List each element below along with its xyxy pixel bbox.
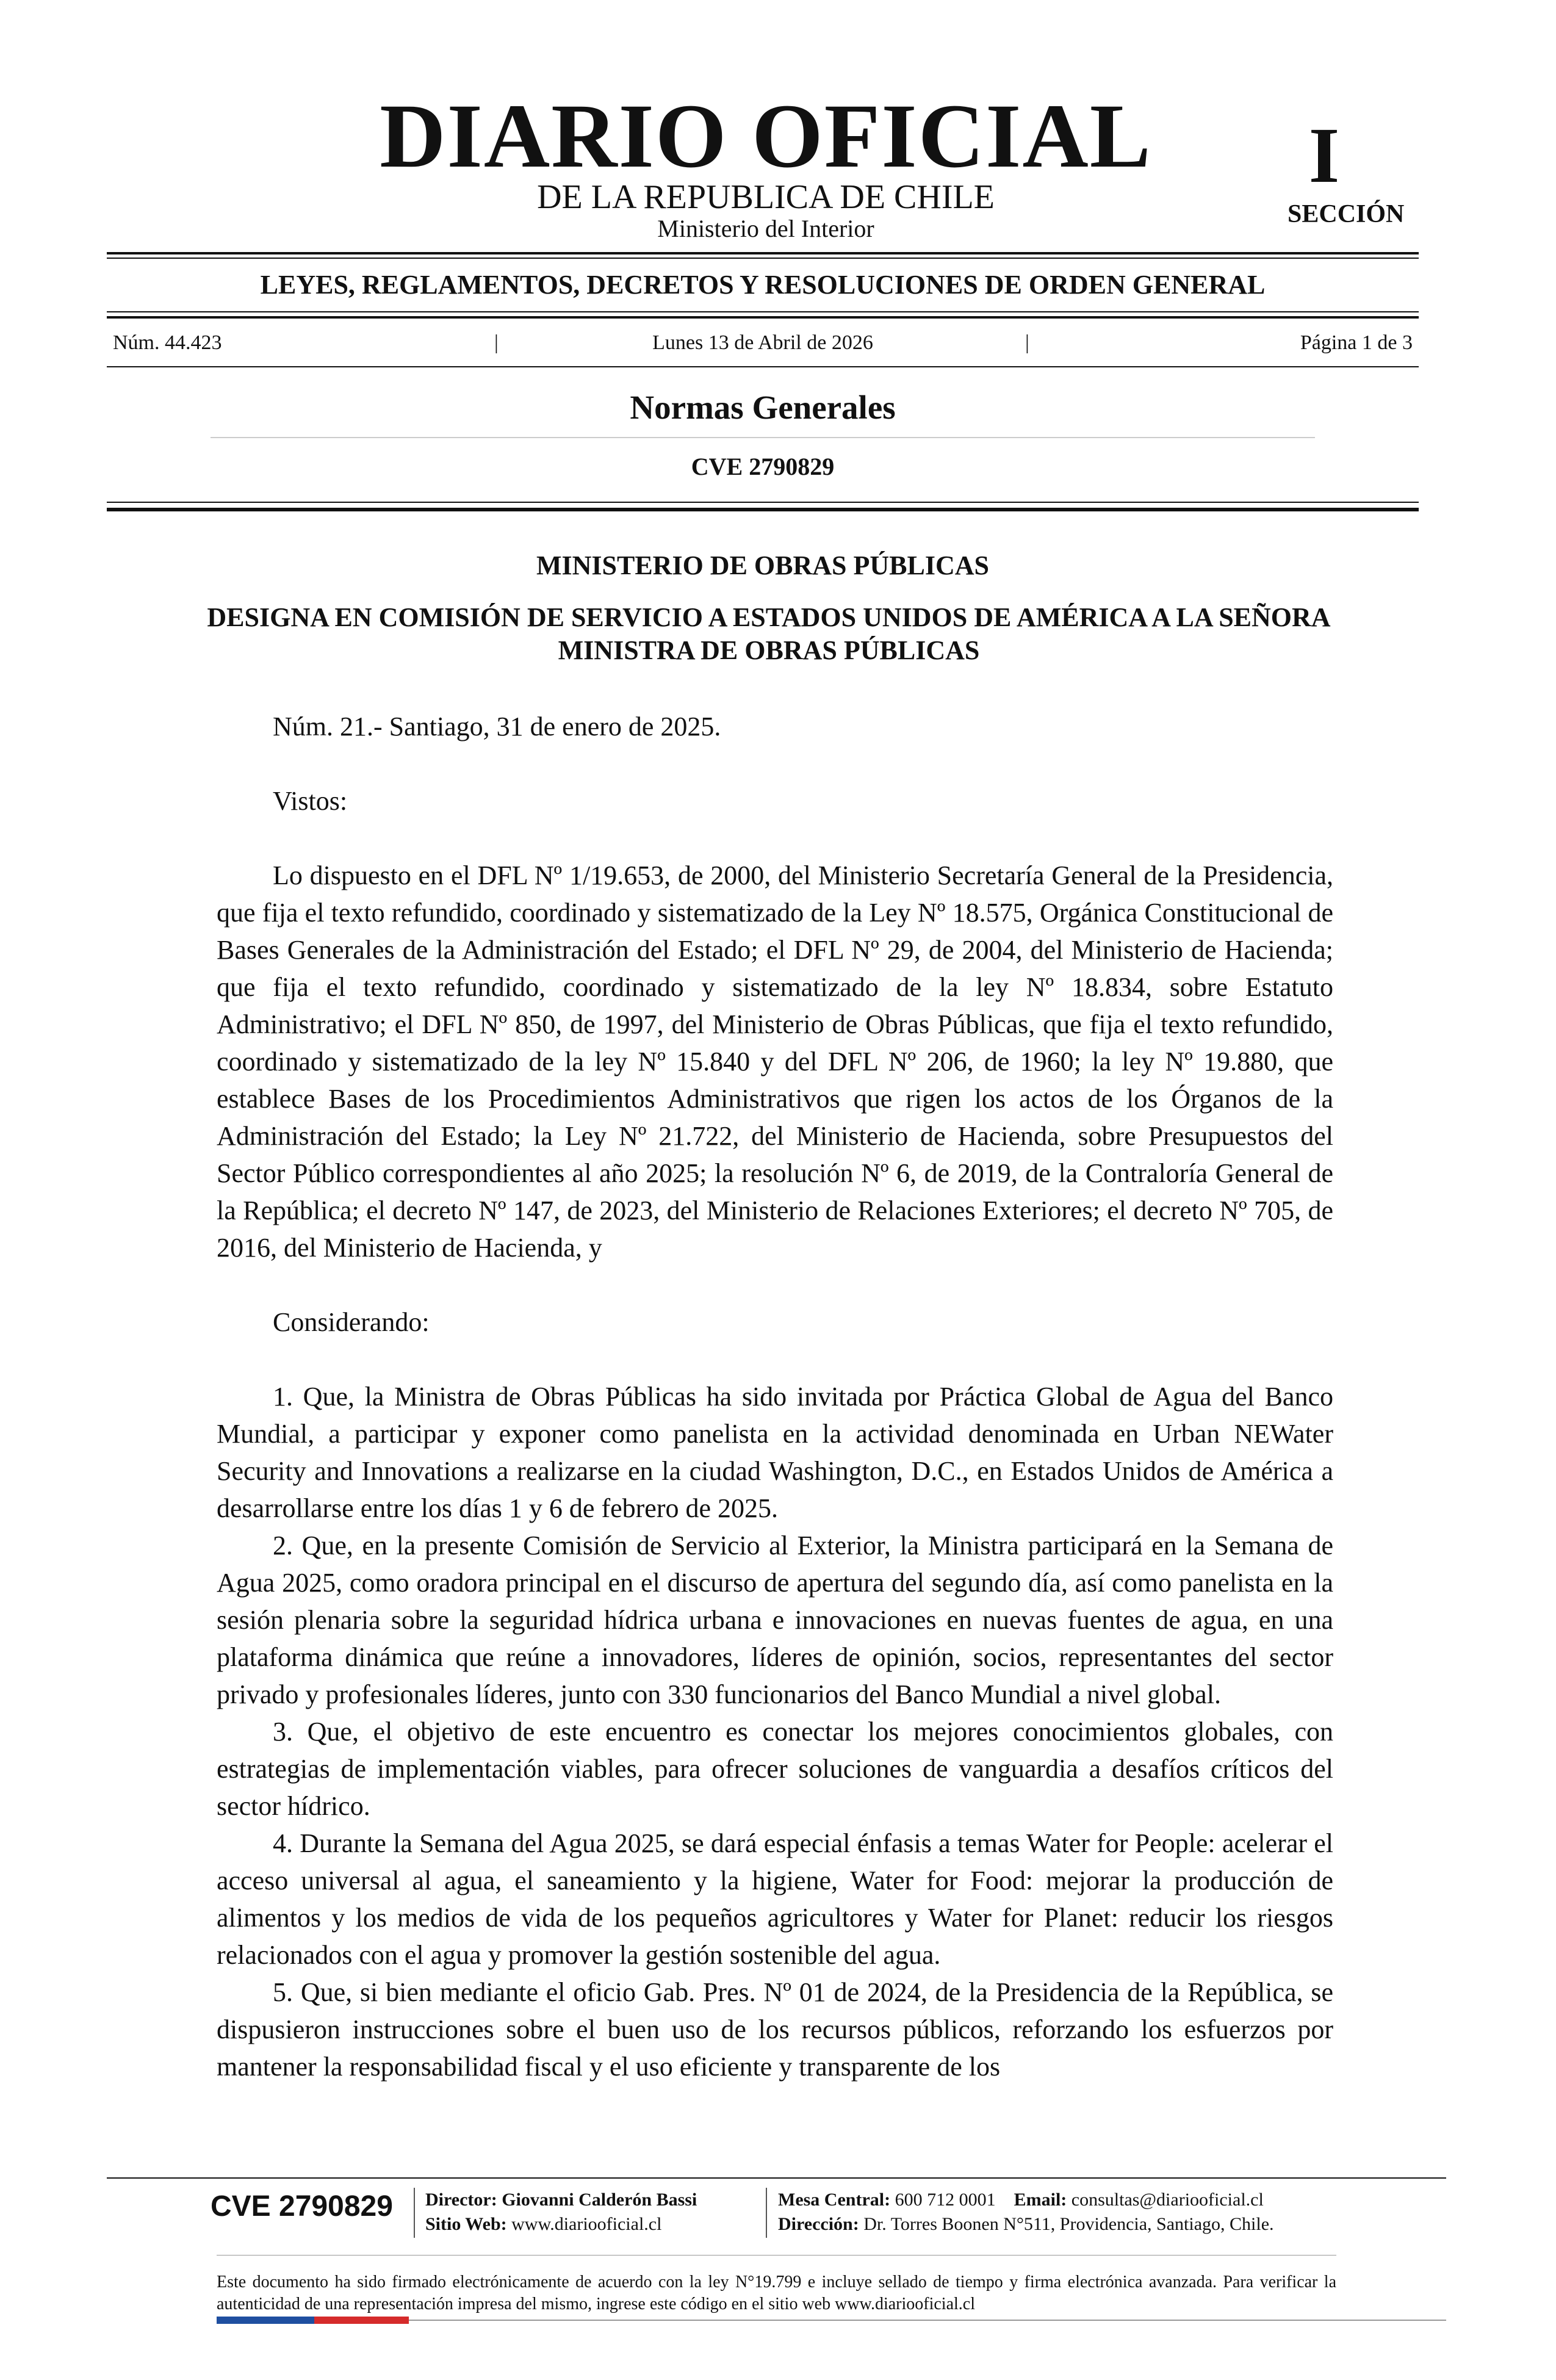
banner-top-rule-2 — [107, 258, 1419, 259]
banner-title: LEYES, REGLAMENTOS, DECRETOS Y RESOLUCIONES DE ORDEN GENERAL — [260, 270, 1266, 300]
director-name: Giovanni Calderón Bassi — [502, 2190, 697, 2210]
masthead-ministry: Ministerio del Interior — [657, 215, 874, 242]
heading-divider — [211, 437, 1315, 438]
flag-stripe-blue — [217, 2317, 314, 2324]
footer-cve-code: CVE 2790829 — [211, 2190, 393, 2223]
footer-separator-2 — [766, 2188, 767, 2238]
masthead-subtitle: DE LA REPUBLICA DE CHILE — [537, 178, 995, 216]
footer-bottom-rule — [409, 2320, 1446, 2321]
decree-line: Núm. 21.- Santiago, 31 de enero de 2025. — [273, 712, 721, 741]
flag-stripe-red — [314, 2317, 409, 2324]
banner-top-rule — [107, 252, 1419, 254]
cve-code: CVE 2790829 — [691, 453, 835, 480]
footer-director-block — [425, 2188, 697, 2237]
section-number: I — [1308, 112, 1340, 200]
considerando-item: 5. Que, si bien mediante el oficio Gab. Pres. Nº 01 de 2024, de la Presidencia de la República, se dispusieron instrucciones sobre el buen uso de los recursos públicos, reforzando los esfuerzos por mantener la responsabilidad fiscal y el uso eficiente y transparente de los — [217, 1977, 1333, 2082]
issue-date: Lunes 13 de Abril de 2026 — [652, 331, 873, 354]
banner-bottom-rule — [107, 311, 1419, 312]
footer-contact-block — [778, 2188, 1274, 2237]
footer-top-rule — [107, 2177, 1446, 2179]
address-label: Dirección: — [778, 2214, 859, 2234]
footer-separator-1 — [414, 2188, 415, 2238]
considerando-item: 3. Que, el objetivo de este encuentro es conectar los mejores conocimientos globales, con estrategias de implementación viables, para ofrecer soluciones de vanguardia a desafíos críticos del sector hídrico. — [217, 1717, 1333, 1821]
page-indicator: Página 1 de 3 — [1300, 331, 1413, 354]
section-label: SECCIÓN — [1288, 200, 1405, 228]
phone-number: 600 712 0001 — [895, 2190, 996, 2210]
issue-number: Núm. 44.423 — [113, 331, 222, 354]
section-heading: Normas Generales — [630, 389, 896, 426]
web-label: Sitio Web: — [425, 2214, 507, 2234]
email-label: Email: — [1014, 2190, 1067, 2210]
email-link[interactable]: consultas@diariooficial.cl — [1071, 2190, 1264, 2210]
footer-legal-note: Este documento ha sido firmado electrónicamente de acuerdo con la ley N°19.799 e incluye sellado de tiempo y firma electrónica avanzada. Para verificar la autenticidad de una representación impresa del mismo, ingrese este código en el sitio web www.diariooficial.cl — [217, 2273, 1336, 2313]
info-bottom-rule — [107, 366, 1419, 367]
document-ministry: MINISTERIO DE OBRAS PÚBLICAS — [536, 550, 990, 580]
heading-bottom-rule — [107, 502, 1419, 503]
heading-bottom-rule-2 — [107, 508, 1419, 511]
banner-bottom-rule-2 — [107, 316, 1419, 319]
web-link[interactable]: www.diariooficial.cl — [511, 2214, 662, 2234]
vistos-label: Vistos: — [273, 786, 348, 816]
masthead-title: DIARIO OFICIAL — [380, 85, 1152, 187]
footer-middle-rule — [217, 2255, 1336, 2256]
document-title: DESIGNA EN COMISIÓN DE SERVICIO A ESTADOS UNIDOS DE AMÉRICA A LA SEÑORA MINISTRA DE OBRAS PÚBLICAS — [207, 602, 1331, 665]
info-separator-1: | — [494, 331, 499, 354]
phone-label: Mesa Central: — [778, 2190, 891, 2210]
considerando-label: Considerando: — [273, 1307, 430, 1337]
considerando-item: 2. Que, en la presente Comisión de Servicio al Exterior, la Ministra participará en la Semana de Agua 2025, como oradora principal en el discurso de apertura del segundo día, así como panelista en la sesión plenaria sobre la seguridad hídrica urbana e innovaciones en nuevas fuentes de agua, en una plataforma dinámica que reúne a innovadores, líderes de opinión, socios, representantes del sector privado y profesionales líderes, junto con 330 funcionarios del Banco Mundial a nivel global. — [217, 1531, 1333, 1709]
info-separator-2: | — [1025, 331, 1029, 354]
considerando-item: 1. Que, la Ministra de Obras Públicas ha sido invitada por Práctica Global de Agua del Banco Mundial, a participar y exponer como panelista en la actividad denominada en Urban NEWater Security and Innovations a realizarse en la ciudad Washington, D.C., en Estados Unidos de América a desarrollarse entre los días 1 y 6 de febrero de 2025. — [217, 1382, 1333, 1523]
address-text: Dr. Torres Boonen N°511, Providencia, Santiago, Chile. — [863, 2214, 1274, 2234]
considerando-item: 4. Durante la Semana del Agua 2025, se dará especial énfasis a temas Water for People: acelerar el acceso universal al agua, el saneamiento y la higiene, Water for Food: mejorar la producción de alimentos y los medios de vida de los pequeños agricultores y Water for Planet: reducir los riesgos relacionados con el agua y promover la gestión sostenible del agua. — [217, 1828, 1333, 1970]
document-body — [217, 708, 1333, 2085]
vistos-text: Lo dispuesto en el DFL Nº 1/19.653, de 2000, del Ministerio Secretaría General de la Presidencia, que fija el texto refundido, coordinado y sistematizado de la Ley Nº 18.575, Orgánica Constitucional de Bases Generales de la Administración del Estado; el DFL Nº 29, de 2004, del Ministerio de Hacienda; que fija el texto refundido, coordinado y sistematizado de la ley Nº 18.834, sobre Estatuto Administrativo; el DFL Nº 850, de 1997, del Ministerio de Obras Públicas, que fija el texto refundido, coordinado y sistematizado de la ley Nº 15.840 y del DFL Nº 206, de 1960; la ley Nº 19.880, que establece Bases de los Procedimientos Administrativos que rigen los actos de los Órganos de la Administración del Estado; la Ley Nº 21.722, del Ministerio de Hacienda, sobre Presupuestos del Sector Público correspondientes al año 2025; la resolución Nº 6, de 2019, de la Contraloría General de la República; el decreto Nº 147, de 2023, del Ministerio de Relaciones Exteriores; el decreto Nº 705, de 2016, del Ministerio de Hacienda, y — [217, 860, 1333, 1263]
director-label: Director: — [425, 2190, 497, 2210]
